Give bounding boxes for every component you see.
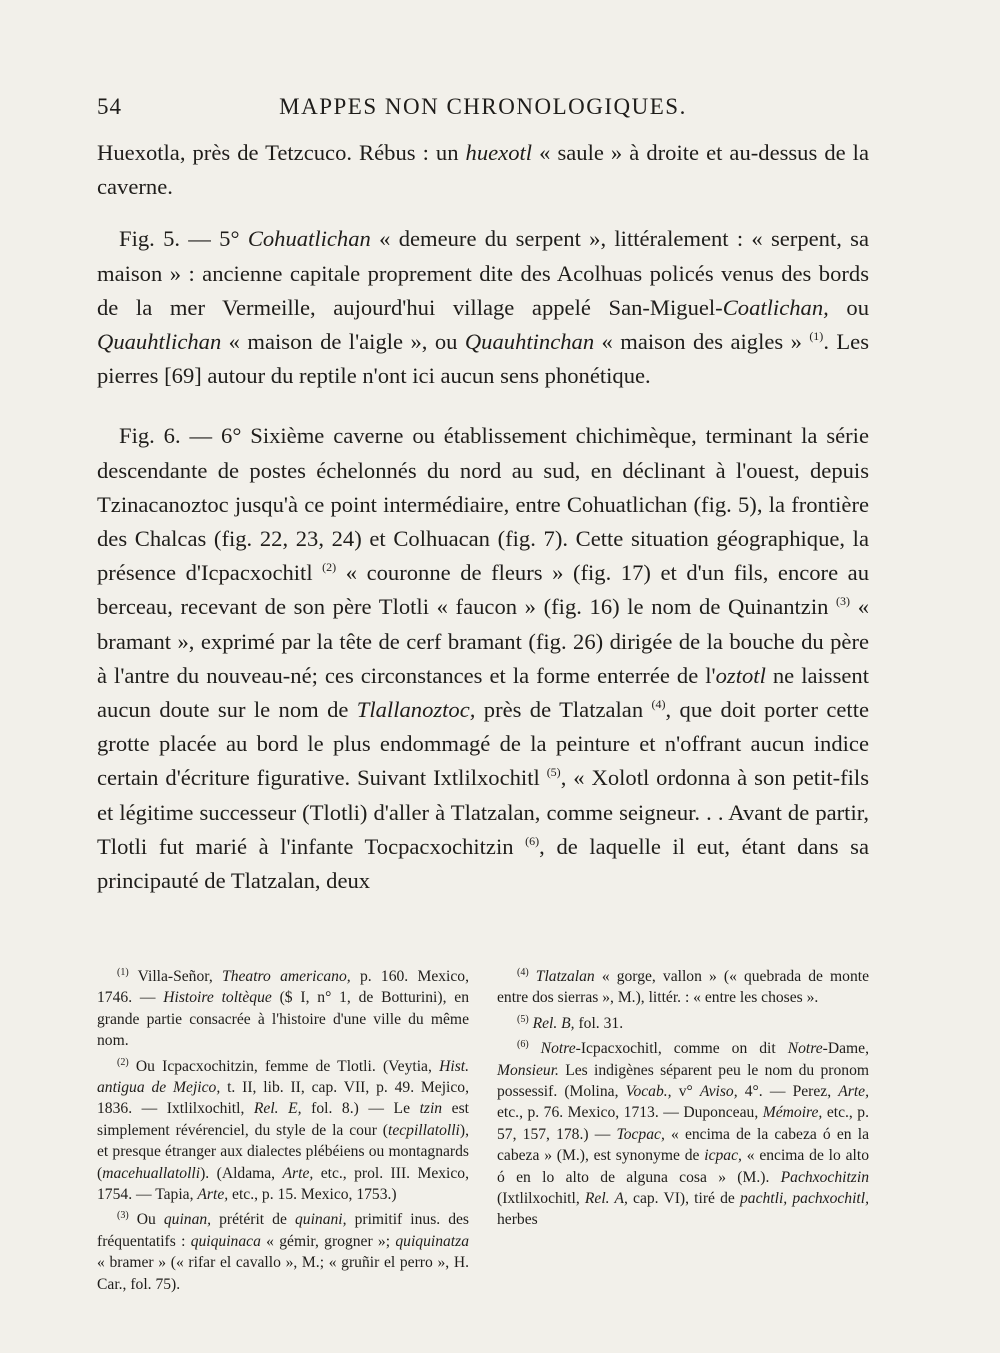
text-run: ). (Aldama, — [200, 1164, 283, 1182]
italic-term: Cohuatlichan — [247, 226, 371, 252]
italic-term: Histoire toltèque — [163, 989, 272, 1007]
text-run: etc., p. 76. Mexico, 1713. — Duponceau, — [497, 1104, 763, 1122]
italic-term: Tocpac, — [616, 1125, 665, 1143]
text-run: -Dame, — [822, 1040, 869, 1058]
text-run: « demeure du serpent », littéralement : « serpent, sa maison » : ancienne capitale proprement dite des Acolhuas policés venus des bords de la mer Vermeille, aujourd'hui village appelé San-Miguel- — [97, 226, 869, 320]
paragraph-huexotla — [97, 136, 869, 204]
text-run: « couronne de fleurs » (fig. 17) et d'un fils, encore au berceau, recevant de son père Tlotli « faucon » (fig. 16) le nom de Quinantzin — [97, 560, 869, 620]
text-run: herbes — [497, 1211, 538, 1229]
italic-term: Quauhtinchan — [464, 329, 595, 355]
text-run: « bramant », exprimé par la tête de cerf bramant (fig. 26) dirigée de la bouche du père à l'antre du nouveau-né; ces circonstances et la forme enterrée de l' — [97, 594, 869, 688]
text-run: fol. 8.) — Le — [301, 1100, 420, 1118]
italic-term: Vocab., — [625, 1083, 672, 1101]
footnote-marker: (3) — [117, 1210, 129, 1222]
text-run: 4°. — Perez, — [737, 1083, 839, 1101]
italic-term: Rel. E, — [253, 1100, 302, 1118]
footnote-ref: (3) — [836, 594, 851, 609]
italic-term: huexotl — [465, 140, 533, 165]
text-run: prétérit de — [211, 1211, 295, 1229]
italic-term: quinani, — [294, 1211, 347, 1229]
running-title: MAPPES NON CHRONOLOGIQUES. — [279, 94, 687, 119]
text-run: ou — [828, 294, 869, 320]
page-number: 54 — [97, 94, 122, 119]
text-run: Les indigènes séparent peu le nom du pronom possessif. (Molina, — [497, 1061, 869, 1101]
italic-term: Mémoire, — [762, 1104, 823, 1122]
text-run: etc., p. 57, 157, 178.) — — [497, 1104, 869, 1143]
footnote-ref: (5) — [546, 765, 561, 780]
footnotes-left-column — [97, 966, 469, 1299]
text-run: Ou Icpacxochitzin, femme de Tlotli. (Veytia, — [128, 1057, 440, 1075]
text-run: , de laquelle il eut, étant dans sa principauté de Tlatzalan, deux — [97, 833, 869, 894]
text-run: « maison des aigles » — [594, 329, 810, 355]
italic-term: Quauhtlichan — [97, 329, 222, 355]
italic-term: tzin — [419, 1100, 443, 1118]
paragraph-fig-5 — [97, 222, 869, 393]
footnote-marker: (6) — [517, 1039, 529, 1051]
italic-term: Theatro americano, — [222, 968, 351, 985]
text-run: cap. VI), tiré de — [627, 1190, 740, 1208]
text-run: etc., p. 15. Mexico, 1753.) — [228, 1186, 397, 1204]
text-run: ($ I, n° 1, de Botturini), en grande partie consacrée à l'histoire d'une ville du même nom. — [97, 989, 469, 1050]
text-run: « encima de la cabeza ó en la cabeza » (M.), est synonyme de — [497, 1125, 870, 1165]
italic-term: Coatlichan, — [722, 294, 829, 320]
paragraph-fig-6 — [97, 419, 869, 898]
footnote-1 — [97, 966, 469, 1052]
italic-term: Monsieur. — [497, 1061, 559, 1079]
text-run: . Les pierres [69] autour du reptile n'ont ici aucun sens phonétique. — [97, 329, 869, 389]
text-run: « gorge, vallon » (« quebrada de monte entre dos sierras », M.), littér. : « entre les choses ». — [497, 968, 869, 1007]
text-run: ne laissent aucun doute sur le nom de — [97, 662, 869, 723]
text-run — [529, 1040, 541, 1057]
text-run: , « Xolotl ordonna à son petit-fils et légitime successeur (Tlotli) d'aller à Tlatzalan, comme seigneur. . . Avant de partir, Tlotli fut marié à l'infante Tocpacxochitzin — [97, 765, 869, 859]
running-header — [97, 94, 869, 128]
footnote-ref: (6) — [525, 833, 540, 848]
footnote-3 — [97, 1209, 469, 1295]
main-text — [97, 136, 869, 898]
text-run: Ou — [128, 1211, 164, 1229]
text-run: primitif inus. des fréquentatifs : — [97, 1211, 470, 1250]
text-run: etc., prol. III. Mexico, 1754. — Tapia, — [97, 1164, 470, 1204]
italic-term: Hist. antigua de Mejico, — [97, 1057, 469, 1097]
footnote-marker: (1) — [117, 967, 129, 978]
footnote-6 — [497, 1038, 869, 1231]
italic-term: tecpillatolli — [388, 1121, 460, 1139]
text-run: près de Tlatzalan — [475, 697, 652, 723]
italic-term: quiquinatza — [395, 1232, 469, 1250]
italic-term: Arte, — [197, 1186, 229, 1204]
footnote-2 — [97, 1056, 469, 1206]
italic-term: Pachxochitzin — [780, 1168, 869, 1186]
text-run: , que doit porter cette grotte placée au bord le plus endommagé de la peinture et n'offrant aucun indice certain d'écriture figurative. Suivant Ixtlilxochitl — [97, 697, 869, 791]
italic-term: Aviso, — [699, 1083, 738, 1101]
text-run: t. II, lib. II, cap. VII, p. 49. Mejico, 1836. — Ixtlilxochitl, — [97, 1079, 470, 1118]
italic-term: pachtli, pachxochitl, — [739, 1190, 869, 1208]
italic-term: oztotl — [715, 662, 766, 688]
footnote-marker: (5) — [517, 1013, 529, 1025]
italic-term: macehuallatolli — [102, 1164, 201, 1182]
italic-term: Tlatzalan — [535, 968, 595, 985]
italic-term: Rel. B, — [532, 1014, 575, 1032]
footnote-ref: (1) — [809, 329, 824, 344]
footnote-5 — [497, 1013, 869, 1034]
text-run: « maison de l'aigle », ou — [221, 329, 465, 355]
italic-term: icpac, — [704, 1147, 742, 1165]
italic-term: Tlallanoztoc, — [356, 697, 476, 723]
footnote-ref: (4) — [651, 697, 666, 712]
footnote-marker: (2) — [117, 1056, 129, 1068]
text-run: « saule » à droite et au-dessus de la caverne. — [97, 140, 869, 200]
text-run: fol. 31. — [574, 1014, 624, 1032]
italic-term: Notre — [540, 1040, 576, 1058]
footnote-marker: (4) — [517, 967, 529, 978]
footnotes-right-column — [497, 966, 869, 1235]
footnote-ref: (2) — [322, 560, 337, 575]
text-run: est simplement révérenciel, du style de la cour ( — [97, 1100, 469, 1139]
text-run: v° — [671, 1083, 700, 1101]
italic-term: quinan, — [163, 1211, 212, 1229]
text-run: Huexotla, près de Tetzcuco. Rébus : un — [97, 140, 466, 165]
text-run: Fig. 5. — 5° — [119, 226, 248, 252]
italic-term: Notre — [787, 1040, 823, 1058]
text-run: « encima de lo alto ó en lo alto de alguna cosa » (M.). — [497, 1147, 869, 1186]
footnote-4 — [497, 966, 869, 1009]
text-run: (Ixtlilxochitl, — [497, 1190, 585, 1208]
text-run: Villa-Señor, — [128, 968, 223, 985]
text-run: p. 160. Mexico, 1746. — — [97, 968, 470, 1007]
text-run — [529, 968, 536, 985]
italic-term: Arte, — [282, 1164, 314, 1182]
italic-term: Arte, — [838, 1083, 869, 1101]
text-run: ), et presque étranger aux dialectes plébéiens ou montagnards ( — [97, 1121, 469, 1182]
text-run: -Icpacxochitl, comme on dit — [575, 1040, 788, 1058]
text-run: « gémir, grogner »; — [260, 1232, 396, 1250]
text-run: « bramer » (« rifar el cavallo », M.; « gruñir el perro », H. Car., fol. 75). — [97, 1254, 469, 1293]
italic-term: Rel. A, — [584, 1190, 628, 1208]
text-run: Fig. 6. — 6° Sixième caverne ou établissement chichimèque, terminant la série descendante de postes échelonnés du nord au sud, en déclinant à l'ouest, depuis Tzinacanoztoc jusqu'à ce point intermédiaire, entre Cohuatlichan (fig. 5), la frontière des Chalcas (fig. 22, 23, 24) et Colhuacan (fig. 7). Cette situation géographique, la présence d'Icpacxochitl — [97, 423, 869, 586]
italic-term: quiquinaca — [190, 1232, 261, 1250]
